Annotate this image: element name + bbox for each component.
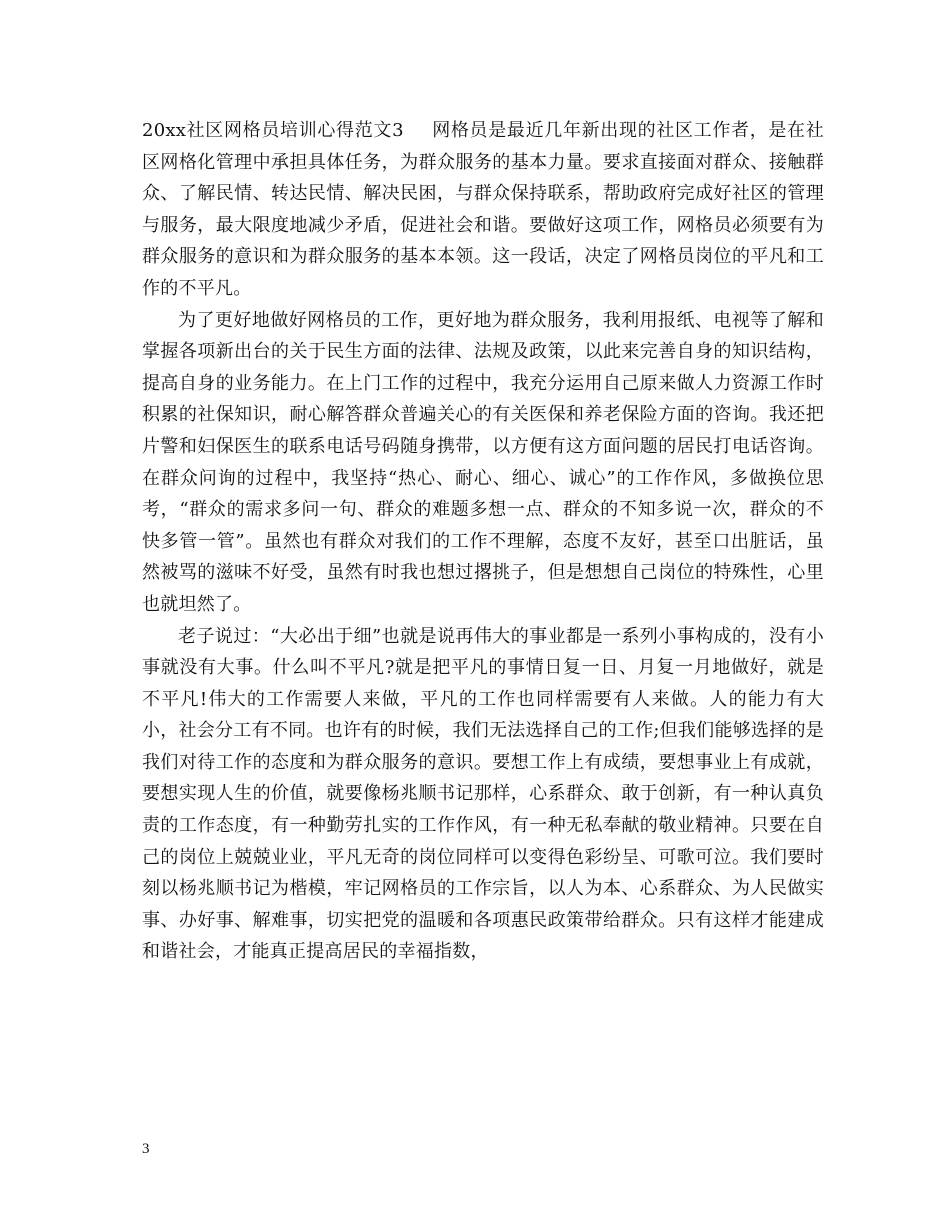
document-title: 20xx社区网格员培训心得范文3 (142, 120, 404, 141)
paragraph-1-text: 网格员是最近几年新出现的社区工作者，是在社区网格化管理中承担具体任务，为群众服务的基本力量。要求直接面对群众、接触群众、了解民情、转达民情、解决民困，与群众保持联系，帮助政府完成好社区的管理与服务，最大限度地减少矛盾，促进社会和谐。要做好这项工作，网格员必须要有为群众服务的意识和为群众服务的基本本领。这一段话，决定了网格员岗位的平凡和工作的不平凡。 (142, 120, 824, 299)
paragraph-2: 为了更好地做好网格员的工作，更好地为群众服务，我利用报纸、电视等了解和掌握各项新出台的关于民生方面的法律、法规及政策，以此来完善自身的知识结构，提高自身的业务能力。在上门工作的过程中，我充分运用自己原来做人力资源工作时积累的社保知识，耐心解答群众普遍关心的有关医保和养老保险方面的咨询。我还把片警和妇保医生的联系电话号码随身携带，以方便有这方面问题的居民打电话咨询。在群众问询的过程中，我坚持“热心、耐心、细心、诚心”的工作作风，多做换位思考，“群众的需求多问一句、群众的难题多想一点、群众的不知多说一次，群众的不快多管一管”。虽然也有群众对我们的工作不理解，态度不友好，甚至口出脏话，虽然被骂的滋味不好受，虽然有时我也想过撂挑子，但是想想自己岗位的特殊性，心里也就坦然了。 (142, 309, 824, 615)
paragraph-1 (142, 115, 824, 305)
paragraph-3: 老子说过：“大必出于细”也就是说再伟大的事业都是一系列小事构成的，没有小事就没有大事。什么叫不平凡?就是把平凡的事情日复一日、月复一月地做好，就是不平凡!伟大的工作需要人来做，平凡的工作也同样需要有人来做。人的能力有大小，社会分工有不同。也许有的时候，我们无法选择自己的工作;但我们能够选择的是我们对待工作的态度和为群众服务的意识。要想工作上有成绩，要想事业上有成就，要想实现人生的价值，就要像杨兆顺书记那样，心系群众、敢于创新，有一种认真负责的工作态度，有一种勤劳扎实的工作作风，有一种无私奉献的敬业精神。只要在自己的岗位上兢兢业业，平凡无奇的岗位同样可以变得色彩纷呈、可歌可泣。我们要时刻以杨兆顺书记为楷模，牢记网格员的工作宗旨，以人为本、心系群众、为人民做实事、办好事、解难事，切实把党的温暖和各项惠民政策带给群众。只有这样才能建成和谐社会，才能真正提高居民的幸福指数， (142, 625, 824, 963)
document-body (142, 115, 824, 968)
page-number: 3 (142, 1141, 150, 1157)
